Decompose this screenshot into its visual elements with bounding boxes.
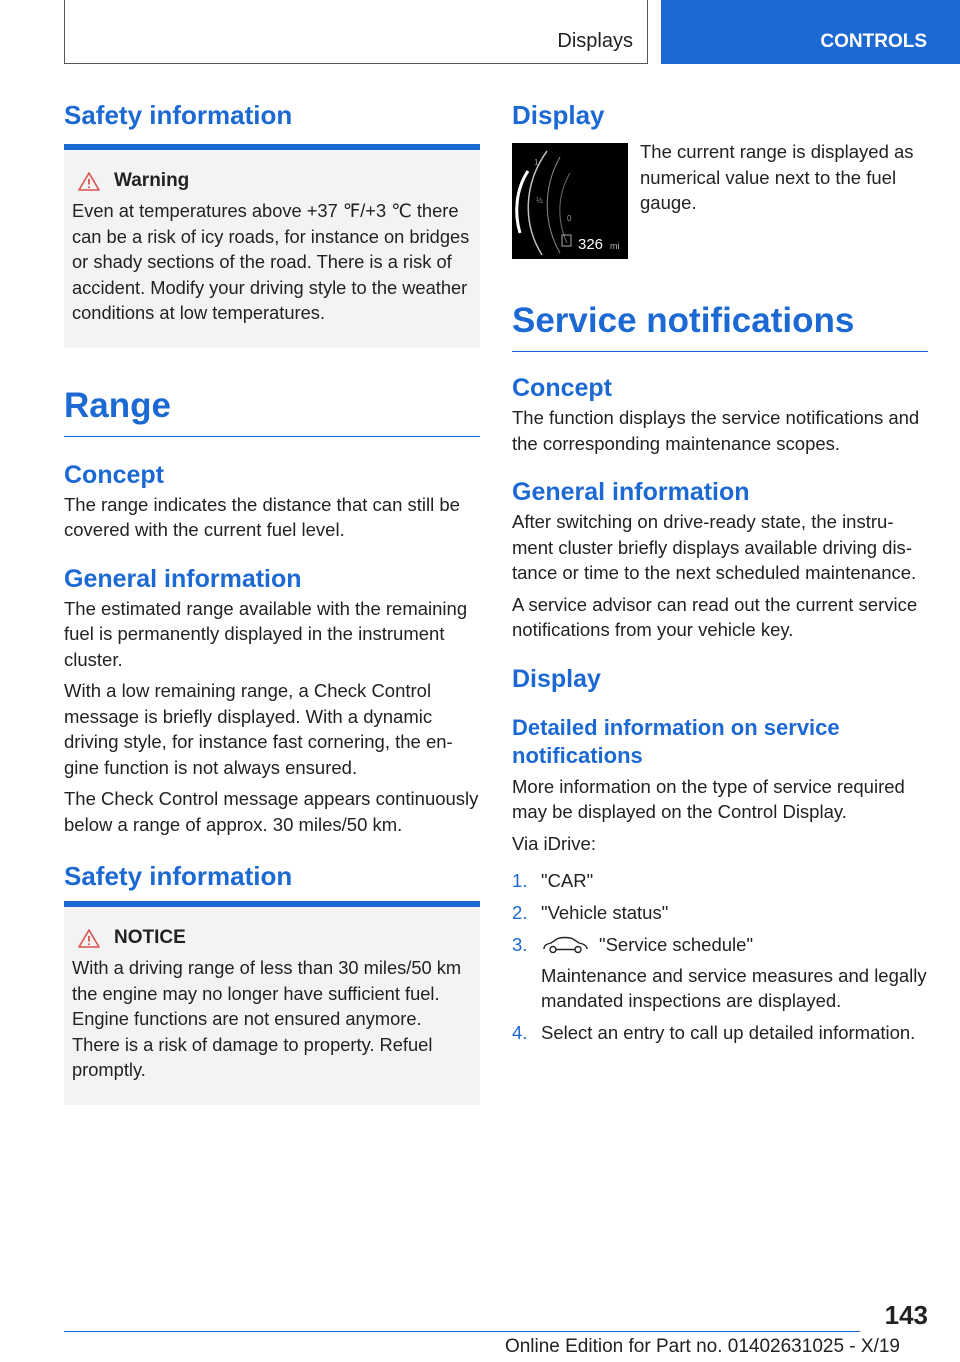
display-heading: Display: [512, 100, 605, 130]
instrument-cluster-image: [512, 143, 628, 259]
display-row: [512, 143, 928, 259]
fuel-pump-icon: [562, 235, 571, 246]
service-heading: Service notifications: [512, 301, 928, 352]
detailed-info-heading: Detailed information on service notifications: [512, 714, 840, 768]
detailed-info-text: More information on the type of service required may be displayed on the Control Display.: [512, 775, 905, 822]
gauge-tick-half: ½: [536, 196, 543, 205]
step-number: 1.: [512, 870, 528, 891]
fuel-gauge-graphic: [512, 143, 628, 259]
step-number: 3.: [512, 934, 528, 955]
page-number: 143: [884, 1300, 928, 1330]
display-text: The current range is displayed as numerical value next to the fuel gauge.: [640, 141, 914, 213]
warning-title: Warning: [114, 170, 190, 191]
service-concept-heading: Concept: [512, 374, 612, 402]
notice-box: [64, 901, 480, 1105]
service-general-heading: General information: [512, 478, 750, 506]
range-unit: mi: [610, 241, 620, 251]
step-item: [512, 932, 928, 1013]
header-chapter-tab[interactable]: [661, 0, 960, 64]
warning-icon: [78, 172, 100, 191]
warning-box: [64, 144, 480, 348]
idrive-steps: [512, 868, 928, 1045]
via-idrive: Via iDrive:: [512, 832, 596, 854]
edition-text: Online Edition for Part no. 01402631025 - X/19: [504, 1336, 900, 1357]
range-heading: Range: [64, 386, 480, 437]
range-concept-heading: Concept: [64, 460, 164, 489]
service-general-p1: After switching on drive-ready state, the instrument cluster briefly displays available driving distance or time to the next scheduled maintenance.: [512, 511, 917, 583]
range-general-p3: The Check Control message appears continuously below a range of approx. 30 miles/50 km.: [64, 788, 479, 835]
step-text: Select an entry to call up detailed information.: [541, 1022, 916, 1043]
step-item: [512, 1020, 928, 1045]
range-concept-text: The range indicates the distance that can still be covered with the current fuel level.: [64, 493, 460, 540]
safety-info-heading: Safety information: [64, 100, 293, 130]
gauge-tick-empty: 0: [567, 214, 572, 223]
step-number: 2.: [512, 902, 528, 923]
left-column: [64, 100, 480, 1105]
step-item: [512, 868, 928, 893]
range-general-p2: With a low remaining range, a Check Control message is briefly displayed. With a dynamic driving style, for instance fast cornering, the engine function is not always ensured.: [64, 680, 453, 778]
step-item: [512, 900, 928, 925]
service-display-heading: Display: [512, 664, 601, 693]
notice-warning-icon: [78, 929, 100, 948]
header-section-box: [64, 0, 648, 64]
notice-title: NOTICE: [114, 927, 186, 948]
step-number: 4.: [512, 1022, 528, 1043]
notice-text: With a driving range of less than 30 miles/50 km the engine may no longer have sufficient fuel. Engine functions are not ensured anymore. There is a risk of damage to property. Refuel promptly.: [72, 957, 462, 1080]
step-text: "Service schedule": [599, 934, 754, 955]
range-general-p1: The estimated range available with the remaining fuel is permanently displayed in the instrument cluster.: [64, 597, 468, 670]
header-chapter-title: CONTROLS: [820, 31, 927, 52]
footer-divider: [64, 1331, 860, 1332]
service-concept-text: The function displays the service notifications and the corresponding maintenance scopes.: [512, 407, 920, 454]
header-section-title: Displays: [557, 30, 633, 52]
right-column: [512, 100, 928, 1052]
step-text: "Vehicle status": [541, 902, 669, 923]
car-icon: [541, 936, 589, 954]
range-safety-heading: Safety information: [64, 861, 293, 891]
step-subtext: Maintenance and service measures and legally mandated inspections are displayed.: [541, 965, 927, 1011]
gauge-tick-full: 1: [534, 158, 539, 167]
step-text: "CAR": [541, 870, 594, 891]
range-value: 326: [578, 236, 604, 253]
service-general-p2: A service advisor can read out the current service notifications from your vehicle key.: [512, 593, 918, 640]
warning-text: Even at temperatures above +37 ℉/+3 ℃ there can be a risk of icy roads, for instance on bridges or shady sections of the road. There is a risk of accident. Modify your driving style to the weather conditions at low temperatures.: [72, 200, 470, 323]
range-general-heading: General information: [64, 564, 302, 593]
